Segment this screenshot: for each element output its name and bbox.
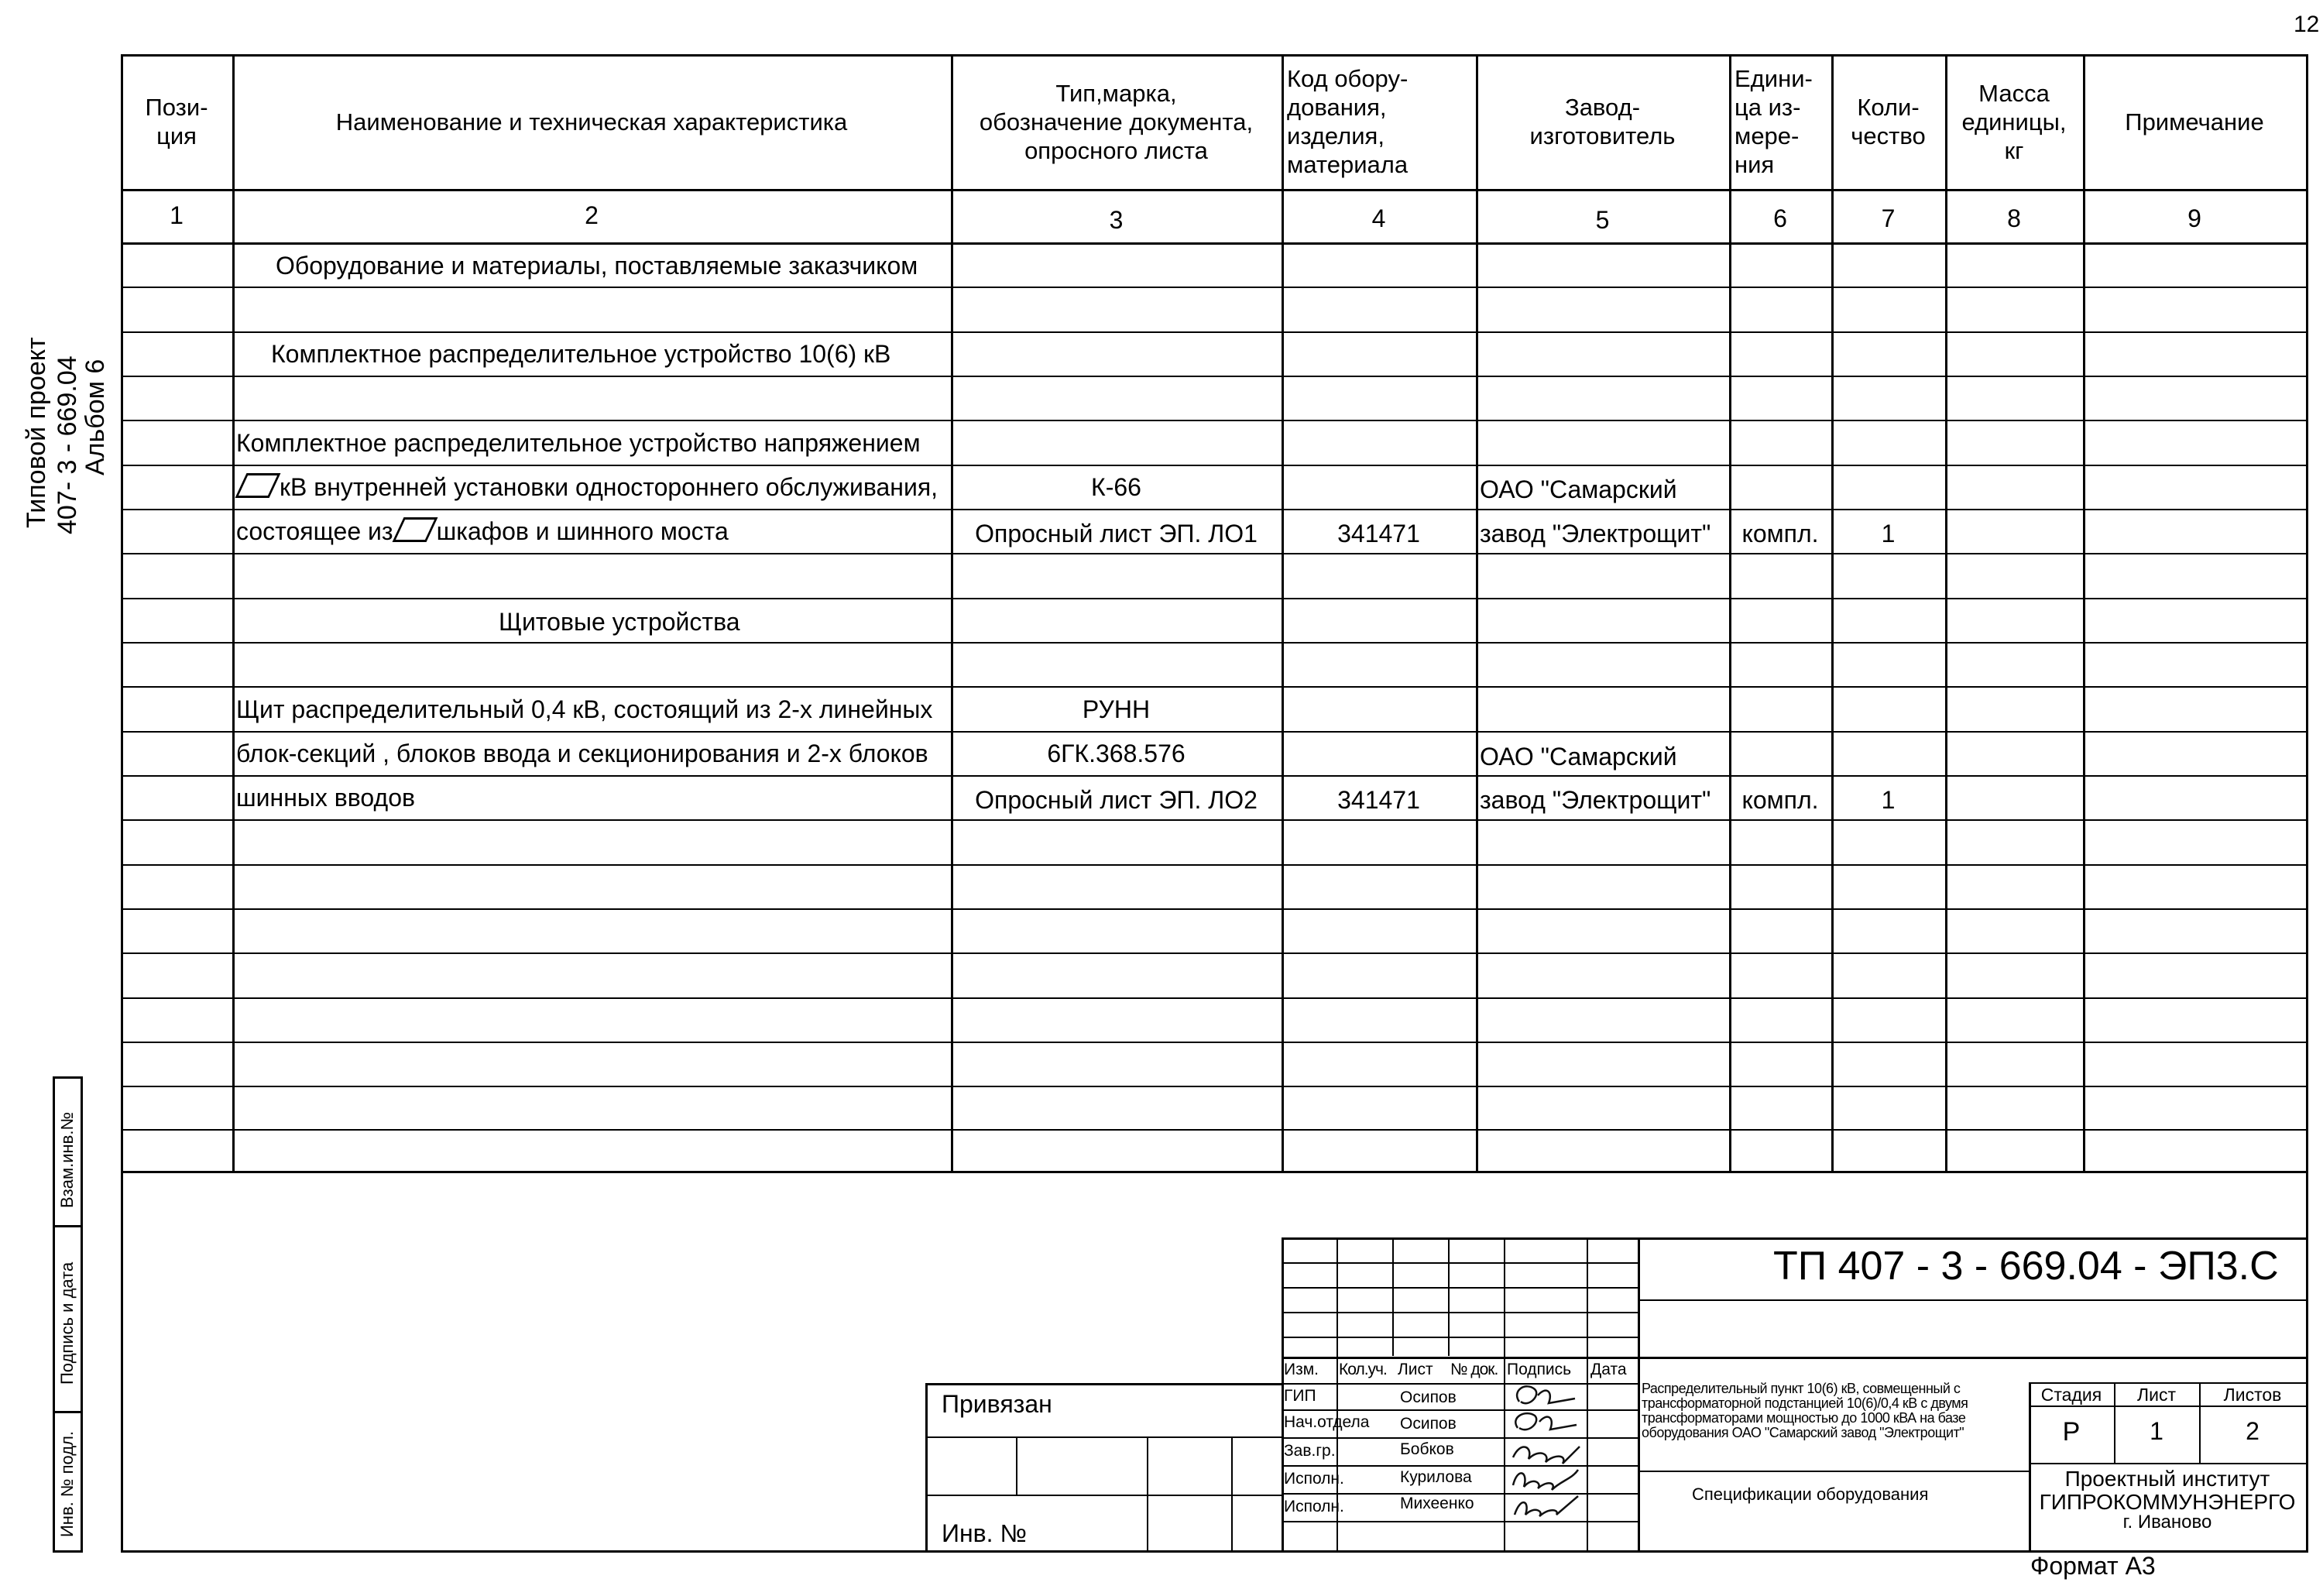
header-note: Примечание <box>2125 108 2264 136</box>
header-maker: Завод- изготовитель <box>1529 94 1676 149</box>
col-number-1: 1 <box>170 201 184 229</box>
frame-right <box>2306 54 2308 1550</box>
side-caption-line3: Альбом 6 <box>81 359 110 475</box>
label-ndok: № док. <box>1450 1361 1498 1378</box>
stamp-podpis-label: Подпись и дата <box>57 1261 77 1385</box>
col-number-8: 8 <box>2007 204 2021 232</box>
row-runn-type: РУНН <box>1082 695 1151 723</box>
row-kru-name-3: состоящее из шкафов и шинного моста <box>236 517 729 545</box>
privyazan-label: Привязан <box>942 1390 1052 1418</box>
project-description: Распределительный пункт 10(6) кВ, совмещенный с трансформаторной подстанцией 10(6)/0,4 кВ с двумя трансформаторами мощностью до 1000 кВА на базе оборудования ОАО "Самарский завод "Электрощит" <box>1642 1381 1968 1440</box>
row-kru-maker-2: завод "Электрощит" <box>1480 520 1711 547</box>
row-kru-questionnaire: Опросный лист ЭП. ЛО1 <box>975 520 1258 547</box>
section-heading-kru: Комплектное распределительное устройство 10(6) кВ <box>271 340 891 368</box>
stage-value: Р <box>2062 1417 2081 1447</box>
stage-label: Стадия <box>2040 1385 2102 1405</box>
frame-bottom <box>121 1550 2308 1553</box>
inv-no-label: Инв. № <box>942 1519 1027 1547</box>
header-name: Наименование и техническая характеристика <box>335 108 848 136</box>
name-nach-otdela: Осипов <box>1400 1415 1457 1433</box>
row-kru-qty: 1 <box>1881 520 1896 547</box>
row-runn-unit: компл. <box>1741 786 1819 814</box>
row-runn-code: 341471 <box>1337 786 1420 814</box>
label-data: Дата <box>1590 1361 1627 1378</box>
sheets-label: Листов <box>2223 1385 2282 1405</box>
col-number-9: 9 <box>2187 204 2201 232</box>
row-runn-qty: 1 <box>1881 786 1896 814</box>
row-runn-name-2: блок-секций , блоков ввода и секционирования и 2-х блоков <box>236 740 928 767</box>
row-kru-code: 341471 <box>1337 520 1420 547</box>
header-position: Пози- ция <box>145 94 208 149</box>
format-label: Формат А3 <box>2030 1552 2156 1580</box>
institute-line3: г. Иваново <box>2122 1512 2212 1533</box>
role-gip: ГИП <box>1284 1387 1316 1405</box>
col-number-3: 3 <box>1109 206 1124 234</box>
document-designation: ТП 407 - 3 - 669.04 - ЭП3.С <box>1773 1244 2279 1289</box>
row-runn-maker-2: завод "Электрощит" <box>1480 786 1711 814</box>
sheets-value: 2 <box>2246 1417 2260 1445</box>
row-kru-name-1: Комплектное распределительное устройство напряжением <box>236 429 921 457</box>
doc-name: Спецификации оборудования <box>1692 1484 1929 1504</box>
name-ispoln-2: Михеенко <box>1400 1495 1474 1512</box>
stamp-vzam-label: Взам.инв.№ <box>57 1111 77 1208</box>
page-number: 12 <box>2294 12 2320 37</box>
row-runn-doc: 6ГК.368.576 <box>1047 740 1186 767</box>
header-unit: Едини- ца из- мере- ния <box>1735 65 1813 178</box>
frame-left <box>121 54 123 1550</box>
signatures-graphic <box>1505 1363 1586 1522</box>
blank-voltage-field <box>235 473 281 498</box>
header-qty: Коли- чество <box>1851 94 1926 149</box>
label-podpis: Подпись <box>1507 1361 1572 1378</box>
col-number-2: 2 <box>585 201 599 229</box>
side-caption-line1: Типовой проект <box>22 337 51 528</box>
col-number-6: 6 <box>1773 204 1787 232</box>
side-caption-line2: 407- 3 - 669.04 <box>53 355 82 534</box>
header-type: Тип,марка, обозначение документа, опросного листа <box>979 79 1254 164</box>
row-runn-maker-1: ОАО "Самарский <box>1480 743 1677 771</box>
row-kru-maker-1: ОАО "Самарский <box>1480 475 1677 503</box>
col-number-5: 5 <box>1595 206 1610 234</box>
role-nach-otdela: Нач.отдела <box>1284 1413 1370 1431</box>
row-kru-name-2: кВ внутренней установки одностороннего обслуживания, <box>236 472 938 503</box>
name-zav-gr: Бобков <box>1400 1440 1454 1458</box>
header-code: Код обору- дования, изделия, материала <box>1287 65 1409 178</box>
col-number-4: 4 <box>1371 204 1386 232</box>
header-mass: Масса единицы, кг <box>1961 79 2067 164</box>
stamp-inv-label: Инв. № подл. <box>57 1430 77 1537</box>
label-izm: Изм. <box>1284 1361 1319 1378</box>
blank-cabinets-field <box>392 517 437 542</box>
name-gip: Осипов <box>1400 1388 1457 1406</box>
role-ispoln-1: Исполн. <box>1284 1470 1344 1488</box>
row-runn-name-3: шинных вводов <box>236 784 415 812</box>
label-koluch: Кол.уч. <box>1339 1361 1387 1378</box>
institute-line1: Проектный институт <box>2064 1467 2270 1491</box>
row-runn-name-1: Щит распределительный 0,4 кВ, состоящий из 2-х линейных <box>236 695 933 723</box>
role-zav-gr: Зав.гр. <box>1284 1442 1336 1460</box>
sheet-value: 1 <box>2150 1417 2163 1445</box>
section-heading-customer: Оборудование и материалы, поставляемые заказчиком <box>276 252 918 280</box>
row-kru-type: К-66 <box>1091 473 1141 501</box>
section-heading-switchboards: Щитовые устройства <box>499 608 740 636</box>
row-kru-unit: компл. <box>1741 520 1819 547</box>
name-ispoln-1: Курилова <box>1400 1468 1472 1486</box>
label-list: Лист <box>1398 1361 1433 1378</box>
row-runn-questionnaire: Опросный лист ЭП. ЛО2 <box>975 786 1258 814</box>
sheet-label: Лист <box>2137 1385 2176 1405</box>
col-number-7: 7 <box>1881 204 1896 232</box>
institute-line2: ГИПРОКОММУНЭНЕРГО <box>2039 1490 2296 1514</box>
role-ispoln-2: Исполн. <box>1284 1498 1344 1515</box>
